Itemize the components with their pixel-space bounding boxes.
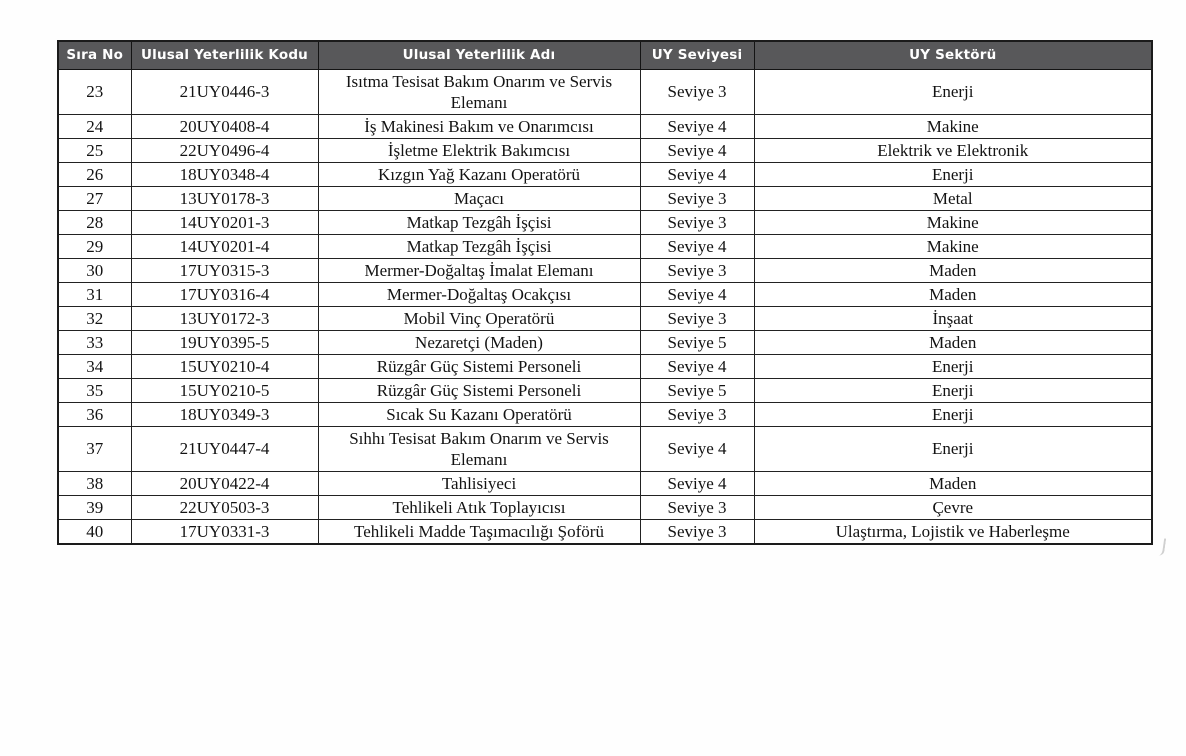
table-row [58,138,1152,162]
header-kod: Ulusal Yeterlilik Kodu [131,41,318,69]
row-name: Tehlikeli Madde Taşımacılığı Şoförü [318,519,640,544]
row-name: Sıhhı Tesisat Bakım Onarım ve Servis Elemanı [318,426,640,471]
row-no: 33 [58,330,131,354]
row-name: Mermer-Doğaltaş Ocakçısı [318,282,640,306]
row-sector: Enerji [754,378,1152,402]
row-level: Seviye 5 [640,378,754,402]
header-ad: Ulusal Yeterlilik Adı [318,41,640,69]
row-sector: Maden [754,258,1152,282]
row-name: Matkap Tezgâh İşçisi [318,210,640,234]
row-sector: Makine [754,114,1152,138]
row-level: Seviye 3 [640,186,754,210]
header-sira-no: Sıra No [58,41,131,69]
row-no: 27 [58,186,131,210]
table-body [58,69,1152,544]
table-row [58,234,1152,258]
row-name: İşletme Elektrik Bakımcısı [318,138,640,162]
row-level: Seviye 3 [640,519,754,544]
row-code: 17UY0331-3 [131,519,318,544]
row-sector: Enerji [754,162,1152,186]
row-level: Seviye 4 [640,282,754,306]
table-row [58,210,1152,234]
row-name: Mermer-Doğaltaş İmalat Elemanı [318,258,640,282]
row-sector: Elektrik ve Elektronik [754,138,1152,162]
row-no: 28 [58,210,131,234]
header-row [58,41,1152,69]
qualifications-table [57,40,1153,545]
table-row [58,378,1152,402]
row-level: Seviye 3 [640,258,754,282]
row-no: 25 [58,138,131,162]
row-name: Rüzgâr Güç Sistemi Personeli [318,354,640,378]
row-level: Seviye 3 [640,210,754,234]
row-no: 32 [58,306,131,330]
table-row [58,258,1152,282]
row-no: 35 [58,378,131,402]
row-no: 37 [58,426,131,471]
table-row [58,495,1152,519]
row-code: 15UY0210-4 [131,354,318,378]
row-sector: Makine [754,234,1152,258]
row-name: Sıcak Su Kazanı Operatörü [318,402,640,426]
table-row [58,282,1152,306]
row-name: Isıtma Tesisat Bakım Onarım ve Servis Elemanı [318,69,640,114]
table-row [58,69,1152,114]
row-name: Nezaretçi (Maden) [318,330,640,354]
row-no: 38 [58,471,131,495]
row-level: Seviye 4 [640,234,754,258]
row-code: 20UY0422-4 [131,471,318,495]
row-code: 22UY0503-3 [131,495,318,519]
row-code: 21UY0447-4 [131,426,318,471]
header-sektor: UY Sektörü [754,41,1152,69]
row-no: 23 [58,69,131,114]
row-sector: Enerji [754,402,1152,426]
row-sector: Maden [754,330,1152,354]
table-row [58,330,1152,354]
row-no: 36 [58,402,131,426]
table-row [58,186,1152,210]
table-row [58,426,1152,471]
table-row [58,354,1152,378]
row-code: 15UY0210-5 [131,378,318,402]
row-name: Rüzgâr Güç Sistemi Personeli [318,378,640,402]
row-level: Seviye 4 [640,114,754,138]
row-level: Seviye 3 [640,402,754,426]
row-name: Tahlisiyeci [318,471,640,495]
row-sector: Çevre [754,495,1152,519]
table-row [58,471,1152,495]
row-level: Seviye 3 [640,69,754,114]
row-name: Kızgın Yağ Kazanı Operatörü [318,162,640,186]
row-level: Seviye 4 [640,138,754,162]
scan-artifact [1157,538,1166,557]
row-level: Seviye 5 [640,330,754,354]
row-code: 20UY0408-4 [131,114,318,138]
row-level: Seviye 3 [640,306,754,330]
row-level: Seviye 4 [640,354,754,378]
row-code: 17UY0316-4 [131,282,318,306]
row-sector: Enerji [754,354,1152,378]
table-row [58,162,1152,186]
table-row [58,402,1152,426]
row-code: 18UY0349-3 [131,402,318,426]
row-no: 24 [58,114,131,138]
table-header [58,41,1152,69]
header-seviye: UY Seviyesi [640,41,754,69]
row-level: Seviye 4 [640,471,754,495]
table-row [58,114,1152,138]
row-level: Seviye 4 [640,162,754,186]
row-name: İş Makinesi Bakım ve Onarımcısı [318,114,640,138]
table-row [58,519,1152,544]
row-name: Maçacı [318,186,640,210]
row-no: 40 [58,519,131,544]
row-code: 21UY0446-3 [131,69,318,114]
row-code: 19UY0395-5 [131,330,318,354]
row-code: 18UY0348-4 [131,162,318,186]
row-sector: Enerji [754,69,1152,114]
table-row [58,306,1152,330]
row-code: 14UY0201-3 [131,210,318,234]
row-name: Mobil Vinç Operatörü [318,306,640,330]
row-name: Tehlikeli Atık Toplayıcısı [318,495,640,519]
row-code: 22UY0496-4 [131,138,318,162]
row-sector: Enerji [754,426,1152,471]
row-no: 29 [58,234,131,258]
row-code: 13UY0172-3 [131,306,318,330]
row-no: 39 [58,495,131,519]
row-sector: Ulaştırma, Lojistik ve Haberleşme [754,519,1152,544]
row-sector: Metal [754,186,1152,210]
row-code: 14UY0201-4 [131,234,318,258]
row-code: 13UY0178-3 [131,186,318,210]
row-level: Seviye 4 [640,426,754,471]
row-sector: İnşaat [754,306,1152,330]
row-level: Seviye 3 [640,495,754,519]
row-name: Matkap Tezgâh İşçisi [318,234,640,258]
row-sector: Maden [754,282,1152,306]
row-no: 34 [58,354,131,378]
row-sector: Makine [754,210,1152,234]
row-code: 17UY0315-3 [131,258,318,282]
row-no: 26 [58,162,131,186]
row-sector: Maden [754,471,1152,495]
row-no: 31 [58,282,131,306]
row-no: 30 [58,258,131,282]
